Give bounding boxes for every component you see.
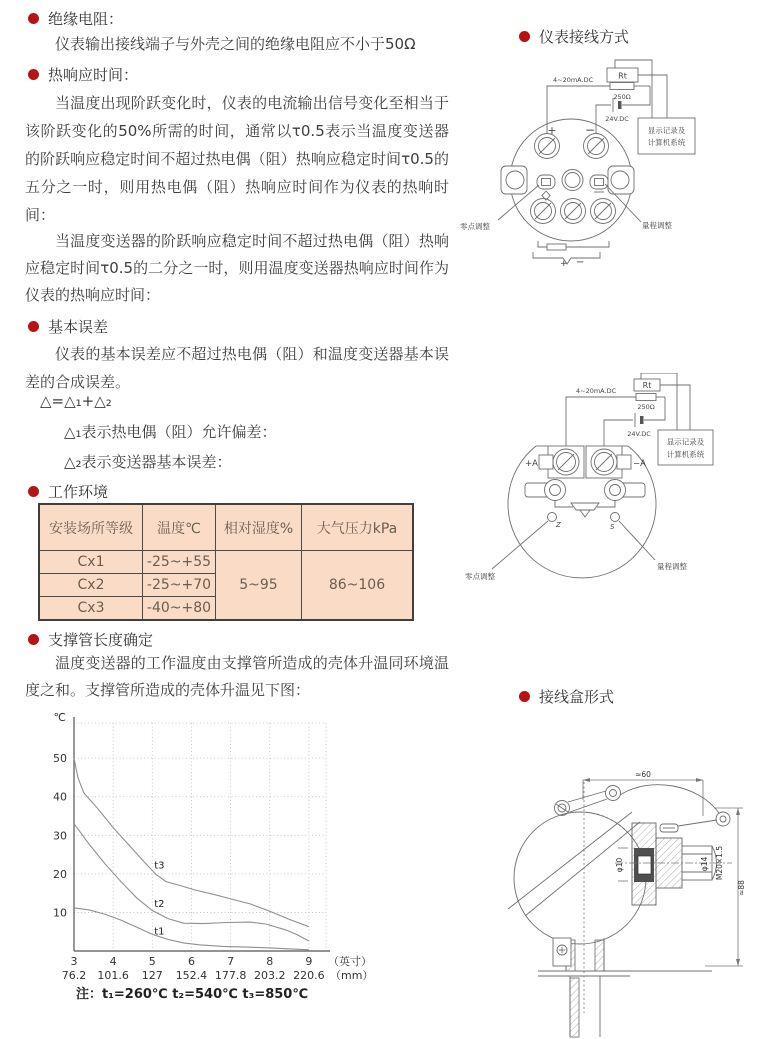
cell-humidity: 5~95 — [216, 551, 302, 621]
battery-icon — [635, 413, 644, 427]
cell-grade: Cx2 — [39, 574, 143, 597]
svg-text:（英寸）: （英寸） — [328, 955, 372, 968]
insulation-body: 仪表输出接线端子与外壳之间的绝缘电阻应不小于50Ω — [55, 35, 416, 53]
heading-junction-box — [519, 686, 614, 707]
heading-basic-error — [28, 316, 108, 337]
dim-height-label: ≈88 — [737, 880, 746, 896]
loop-current-label: 4~20mA.DC — [576, 387, 617, 395]
height-dimension — [705, 808, 746, 966]
display-system-box — [658, 430, 713, 465]
zero-adjust-label: 零点调整 — [465, 572, 495, 581]
col-header-pressure: 大气压力kPa — [302, 504, 414, 551]
table-row — [39, 551, 413, 574]
svg-text:t3: t3 — [154, 860, 165, 872]
rt-value: 250Ω — [637, 403, 655, 411]
svg-text:30: 30 — [53, 829, 67, 843]
svg-text:9: 9 — [305, 955, 313, 968]
table-header-row — [39, 504, 413, 551]
bullet-icon — [28, 634, 39, 645]
svg-text:220.6: 220.6 — [293, 969, 325, 982]
rt-label: Rt — [642, 381, 652, 390]
cell-temp: -40~+80 — [143, 597, 216, 621]
svg-text:8: 8 — [266, 955, 274, 968]
thermal-para2: 当温度变送器的阶跃响应稳定时间不超过热电偶（阻）热响应稳定时间τ0.5的二分之一时，则用温度变送器热响应时间作为仪表的热响应时间： — [25, 232, 449, 304]
svg-text:7: 7 — [227, 955, 235, 968]
zero-terminal-letter: Z — [556, 521, 561, 529]
span-adjust-label: 量程调整 — [657, 562, 687, 571]
heading-error-text: 基本误差 — [48, 318, 109, 336]
display-system-line2: 计算机系统 — [666, 450, 705, 459]
zero-adjust-label: 零点调整 — [460, 222, 490, 231]
zero-leader-line — [492, 521, 548, 569]
span-leader-line — [619, 521, 655, 560]
neck-and-base — [538, 938, 712, 1037]
rt-label: Rt — [618, 71, 627, 81]
error-delta1: △₁表示热电偶（阻）允许偏差： — [64, 423, 277, 441]
svg-text:（mm）: （mm） — [330, 969, 374, 982]
supply-label: 24V.DC — [605, 115, 629, 123]
display-system-line1: 显示记录及 — [666, 437, 705, 447]
junction-box-drawing — [480, 768, 780, 1039]
cell-temp: -25~+70 — [143, 574, 216, 597]
cell-grade: Cx3 — [39, 597, 143, 621]
resistor-icon — [610, 83, 634, 90]
heading-insulation-text: 绝缘电阻： — [48, 10, 124, 28]
svg-text:76.2: 76.2 — [61, 969, 87, 982]
wiring-diagram-1 — [455, 58, 780, 293]
plus-terminal-label: + — [547, 124, 557, 137]
transmitter-head — [501, 119, 634, 241]
svg-text:℃: ℃ — [53, 711, 66, 724]
bracket-plus-label: + — [560, 259, 568, 269]
heading-environment — [28, 481, 108, 502]
minus-terminal-label: − — [584, 123, 596, 137]
svg-text:注：t₁=260℃ t₂=540℃ t₃=850℃: 注：t₁=260℃ t₂=540℃ t₃=850℃ — [76, 987, 309, 1002]
support-body: 温度变送器的工作温度由支撑管所造成的壳体升温同环境温度之和。支撑管所造成的壳体升温见下图： — [25, 654, 449, 699]
rt-value: 250Ω — [613, 93, 631, 101]
supply-label: 24V.DC — [627, 430, 651, 438]
loop-current-label: 4~20mA.DC — [553, 76, 594, 84]
heading-support-text: 支撑管长度确定 — [48, 631, 154, 649]
bullet-icon — [28, 69, 39, 80]
sensor-bracket — [533, 241, 609, 264]
thread-label: M20×1.5 — [715, 845, 724, 881]
svg-text:6: 6 — [187, 955, 195, 968]
svg-text:101.6: 101.6 — [97, 969, 129, 982]
svg-text:4: 4 — [109, 955, 117, 968]
environment-table — [38, 503, 414, 621]
svg-text:20: 20 — [53, 867, 67, 881]
error-body: 仪表的基本误差应不超过热电偶（阻）和温度变送器基本误差的合成误差。 — [25, 345, 449, 391]
bracket-minus-label: − — [576, 257, 585, 268]
col-header-humidity: 相对湿度% — [216, 504, 302, 551]
display-system-box — [638, 118, 695, 154]
svg-text:203.2: 203.2 — [254, 969, 286, 982]
shell-temperature-rise-chart — [30, 705, 440, 1005]
heading-wiring-text: 仪表接线方式 — [539, 28, 630, 46]
svg-text:t2: t2 — [154, 899, 165, 911]
resistor-icon — [636, 394, 656, 401]
bullet-icon — [519, 691, 530, 702]
plus-a-terminal-label: +A — [525, 459, 538, 469]
thermal-para1: 当温度出现阶跃变化时，仪表的电流输出信号变化至相当于该阶跃变化的50%所需的时间，通常以τ0.5表示当温度变送器的阶跃响应稳定时间不超过热电偶（阻）热响应稳定时间τ0.5的五分之一时，则用热电偶（阻）热响应时间作为仪表的热响时间： — [25, 94, 449, 224]
heading-wiring — [519, 26, 629, 47]
span-terminal-letter: S — [610, 523, 615, 531]
heading-environment-text: 工作环境 — [48, 483, 109, 501]
span-adjust-label: 量程调整 — [642, 221, 672, 230]
wiring-diagram-2 — [455, 373, 780, 628]
heading-junction-text: 接线盒形式 — [539, 688, 615, 706]
svg-text:127: 127 — [141, 969, 163, 982]
dia-cable-label: φ10 — [615, 857, 624, 873]
svg-text:40: 40 — [53, 790, 67, 804]
bullet-icon — [28, 486, 39, 497]
dim-width-label: ≈60 — [635, 770, 651, 779]
bullet-icon — [519, 31, 530, 42]
width-dimension — [583, 770, 703, 816]
dia-stem-label: φ14 — [700, 856, 709, 872]
cell-pressure: 86~106 — [302, 551, 414, 621]
heading-thermal-response — [28, 64, 138, 85]
col-header-temp: 温度℃ — [143, 504, 216, 551]
heading-thermal-text: 热响应时间： — [48, 66, 139, 84]
error-delta2: △₂表示变送器基本误差： — [64, 453, 232, 471]
svg-text:50: 50 — [53, 752, 67, 766]
cell-temp: -25~+55 — [143, 551, 216, 574]
error-formula: △=△₁+△₂ — [40, 392, 112, 410]
svg-text:t1: t1 — [154, 926, 165, 938]
svg-text:5: 5 — [148, 955, 156, 968]
bullet-icon — [28, 13, 39, 24]
svg-text:10: 10 — [53, 906, 67, 920]
display-system-line1: 显示记录及 — [647, 126, 686, 135]
heading-insulation — [28, 8, 123, 29]
bullet-icon — [28, 321, 39, 332]
svg-text:177.8: 177.8 — [214, 969, 247, 982]
heading-support-tube — [28, 629, 153, 650]
svg-text:3: 3 — [70, 955, 78, 968]
col-header-grade: 安装场所等级 — [39, 504, 143, 551]
minus-a-terminal-label: −A — [633, 459, 646, 469]
svg-text:152.4: 152.4 — [175, 969, 208, 982]
display-system-line2: 计算机系统 — [647, 138, 686, 147]
cell-grade: Cx1 — [39, 551, 143, 574]
